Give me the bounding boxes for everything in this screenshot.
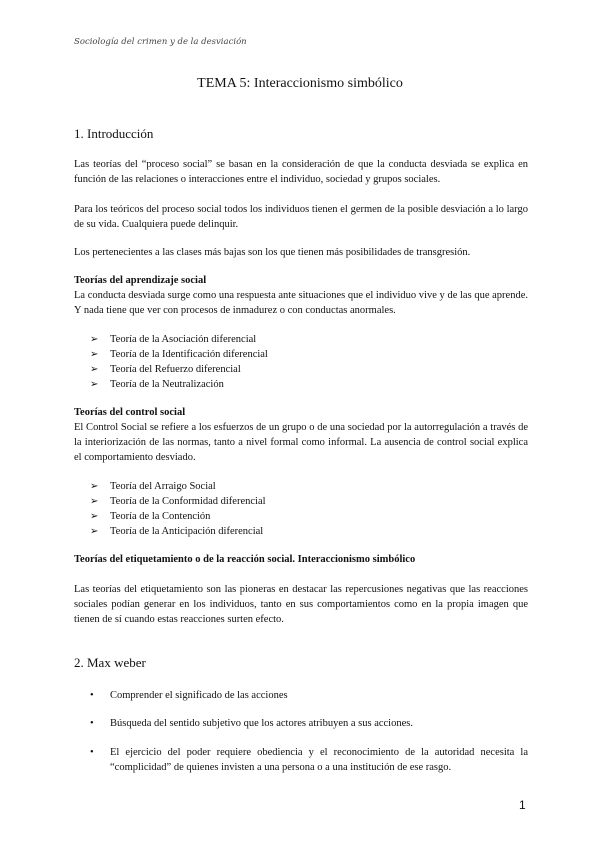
arrow-bullet-icon: ➢ [90, 511, 99, 522]
list-item: ➢ Teoría de la Identificación diferencial [90, 349, 268, 360]
paragraph: El Control Social se refiere a los esfuerzos de un grupo o de una sociedad por la autorregulación a través de la interiorización de las normas, tanto a nivel formal como informal. La ausencia de control social explica el comportamiento desviado. [74, 422, 528, 463]
list-item: ➢ Teoría de la Neutralización [90, 379, 224, 390]
paragraph: La conducta desviada surge como una respuesta ante situaciones que el individuo vive y de las que aprende. Y nada tiene que ver con procesos de inmadurez o con conductas anormales. [74, 290, 528, 316]
paragraph: Para los teóricos del proceso social todos los individuos tienen el germen de la posible desviación a lo largo de su vida. Cualquiera puede delinquir. [74, 204, 528, 230]
bullet-icon: • [90, 690, 94, 701]
paragraph: Los pertenecientes a las clases más bajas son los que tienen más posibilidades de transgresión. [74, 247, 471, 258]
arrow-bullet-icon: ➢ [90, 349, 99, 360]
bullet-icon: • [90, 718, 94, 729]
subheading-control: Teorías del control social [74, 407, 186, 418]
arrow-bullet-icon: ➢ [90, 496, 99, 507]
section-heading-max-weber: 2. Max weber [74, 655, 146, 670]
list-item: • Búsqueda del sentido subjetivo que los actores atribuyen a sus acciones. [90, 718, 413, 729]
section-heading-introduccion: 1. Introducción [74, 126, 154, 141]
bullet-icon: • [90, 747, 94, 758]
page-number: 1 [519, 798, 526, 812]
list-item: ➢ Teoría de la Asociación diferencial [90, 334, 257, 345]
list-item: ➢ Teoría del Arraigo Social [90, 481, 216, 492]
control-list [90, 479, 266, 539]
page-title: TEMA 5: Interaccionismo simbólico [197, 76, 403, 91]
paragraph: Las teorías del “proceso social” se basan en la consideración de que la conducta desviada se explica en función de las relaciones o interacciones entre el individuo, sociedad y grupos sociales. [74, 159, 528, 185]
arrow-bullet-icon: ➢ [90, 334, 99, 345]
arrow-bullet-icon: ➢ [90, 364, 99, 375]
aprendizaje-list [90, 332, 268, 392]
running-header: Sociología del crimen y de la desviación [74, 37, 247, 47]
list-item: ➢ Teoría de la Conformidad diferencial [90, 496, 266, 507]
list-item: • El ejercicio del poder requiere obediencia y el reconocimiento de la autoridad necesita la “complicidad” de quienes invisten a una persona o a una institución de ese rasgo. [90, 747, 528, 773]
subheading-aprendizaje: Teorías del aprendizaje social [74, 275, 207, 286]
weber-list-1 [90, 688, 528, 703]
weber-list-3 [90, 745, 528, 775]
paragraph: Las teorías del etiquetamiento son las pioneras en destacar las repercusiones negativas que las reacciones sociales podían generar en los individuos, tanto en sus comportamientos como en la propia imagen que tienen de sí cuando estas reacciones surten efecto. [74, 584, 528, 625]
weber-list-2 [90, 716, 528, 731]
list-item: • Comprender el significado de las acciones [90, 690, 288, 701]
list-item: ➢ Teoría de la Anticipación diferencial [90, 526, 264, 537]
arrow-bullet-icon: ➢ [90, 481, 99, 492]
subheading-etiquetamiento: Teorías del etiquetamiento o de la reacción social. Interaccionismo simbólico [74, 554, 416, 565]
arrow-bullet-icon: ➢ [90, 526, 99, 537]
arrow-bullet-icon: ➢ [90, 379, 99, 390]
list-item: ➢ Teoría de la Contención [90, 511, 211, 522]
list-item: ➢ Teoría del Refuerzo diferencial [90, 364, 241, 375]
